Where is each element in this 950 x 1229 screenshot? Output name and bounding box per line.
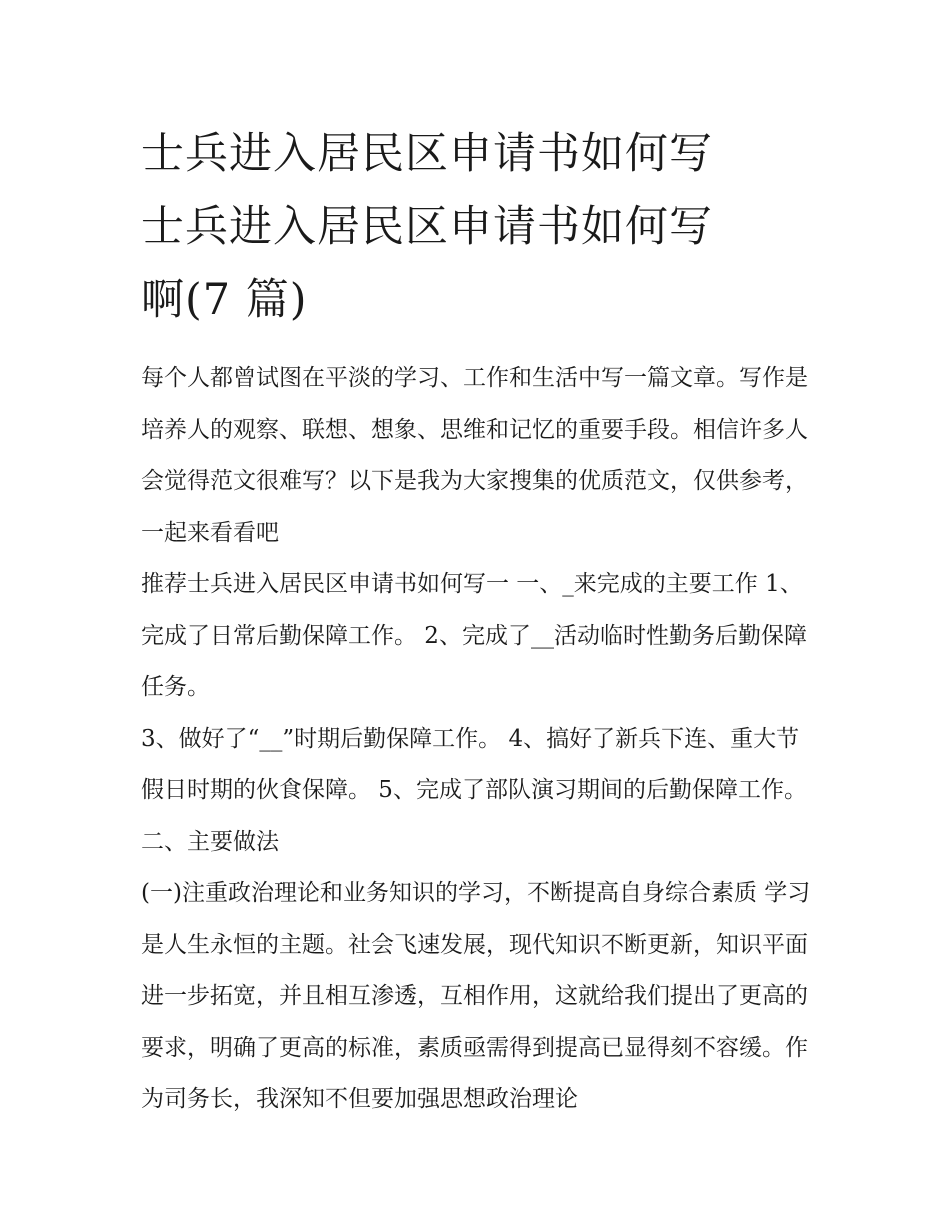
body-paragraph-2: 3、做好了“__”时期后勤保障工作。 4、搞好了新兵下连、重大节假日时期的伙食保障。 5、完成了部队演习期间的后勤保障工作。 二、主要做法: [141, 725, 807, 855]
intro-paragraph: 每个人都曾试图在平淡的学习、工作和生活中写一篇文章。写作是培养人的观察、联想、想象、思维和记忆的重要手段。相信许多人会觉得范文很难写？以下是我为大家搜集的优质范文，仅供参考，一起来看看吧: [141, 365, 808, 546]
body-paragraph-3: (一)注重政治理论和业务知识的学习，不断提高自身综合素质 学习是人生永恒的主题。社会飞速发展，现代知识不断更新，知识平面进一步拓宽，并且相互渗透，互相作用，这就给我们提出了更高的要求，明确了更高的标准，素质亟需得到提高已显得刻不容缓。作为司务长，我深知不但要加强思想政治理论: [141, 880, 811, 1112]
document-title: [141, 118, 813, 337]
title-line-2: 士兵进入居民区申请书如何写: [141, 202, 713, 252]
document-page: [141, 118, 813, 1126]
body-paragraph-1: 推荐士兵进入居民区申请书如何写一 一、_来完成的主要工作 1、完成了日常后勤保障工作。 2、完成了__活动临时性勤务后勤保障任务。: [141, 571, 807, 700]
title-line-3: 啊(7 篇): [141, 275, 308, 325]
title-line-1: 士兵进入居民区申请书如何写: [141, 129, 713, 179]
